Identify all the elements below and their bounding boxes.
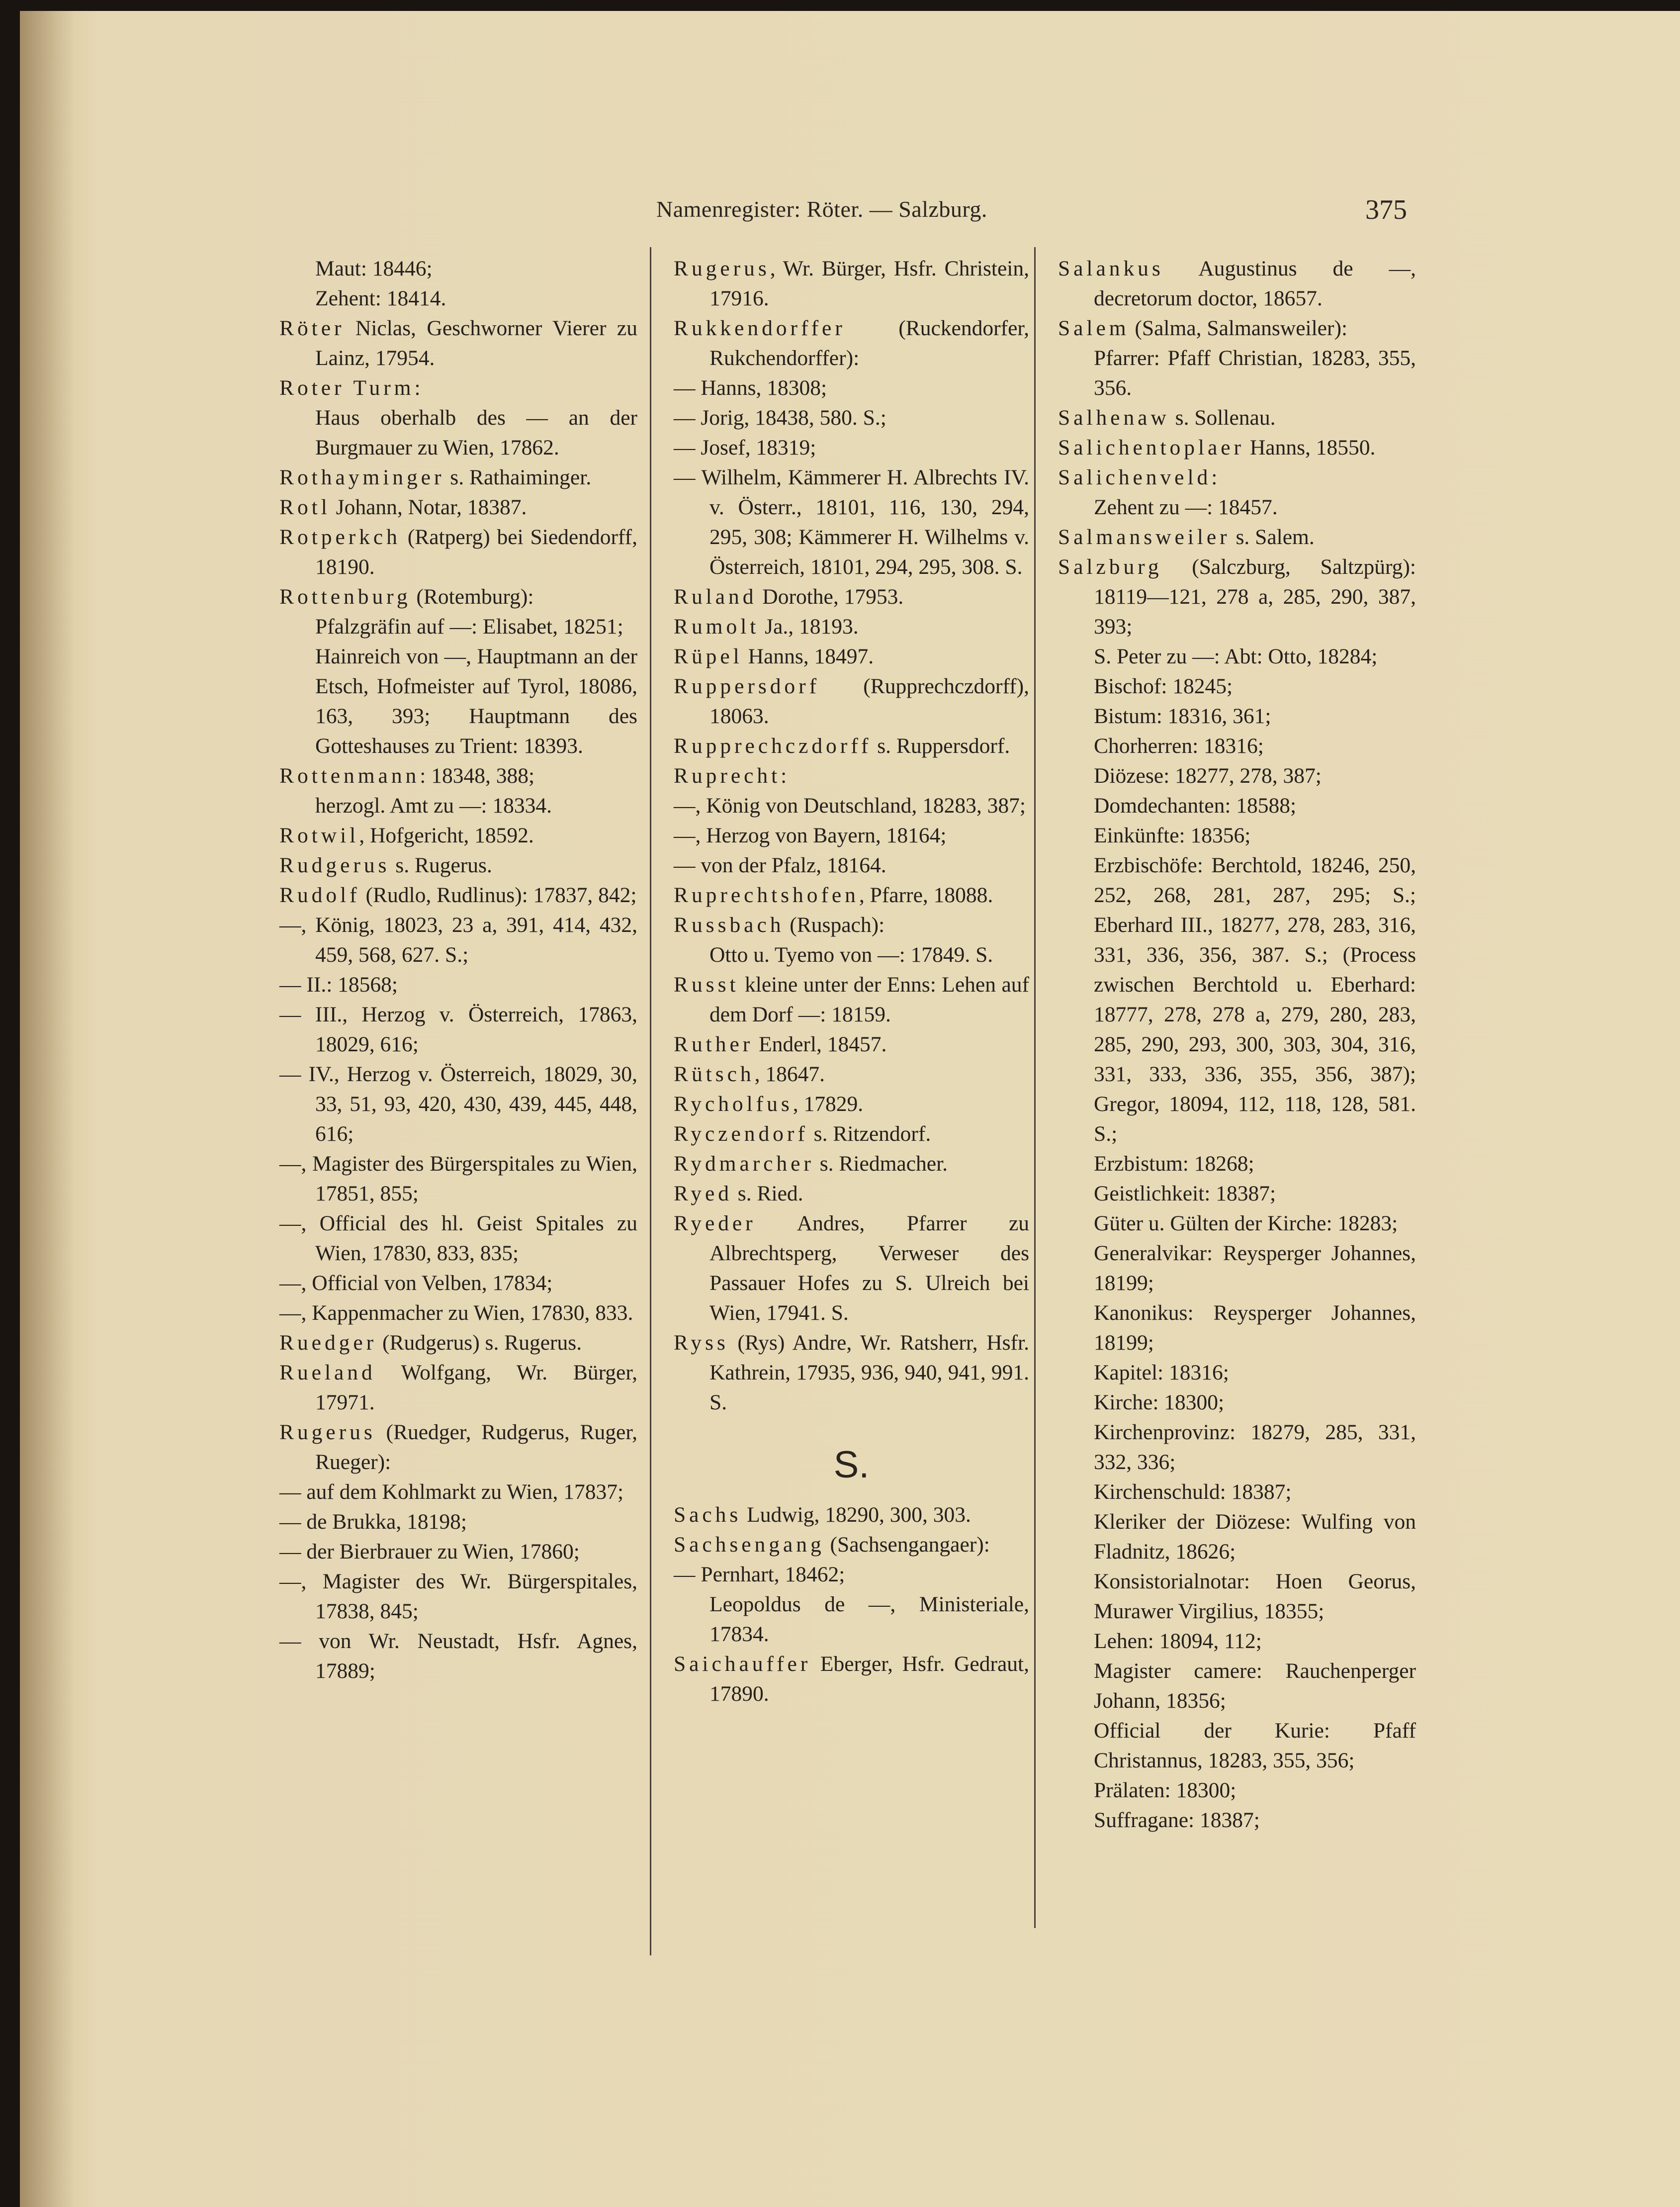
entry-text: — Wilhelm, Kämmerer H. Albrechts IV. v. Österr., 18101, 116, 130, 294, 295, 308; Kämmerer H. Wilhelms v. Österreich, 18101, 294, 295, 308. S. xyxy=(674,465,1029,579)
entry-text: Hanns, 18550. xyxy=(1244,436,1376,460)
index-entry xyxy=(279,761,637,791)
index-entry xyxy=(674,671,1029,731)
entry-headword: Röter xyxy=(279,316,345,340)
entry-text: Zehent: 18414. xyxy=(315,286,446,310)
index-subentry xyxy=(279,283,637,313)
entry-text: s. Riedmacher. xyxy=(814,1152,948,1176)
entry-text: herzogl. Amt zu —: 18334. xyxy=(315,794,552,818)
index-subentry xyxy=(279,1000,637,1059)
index-subentry xyxy=(279,254,637,283)
entry-headword: Ruprecht xyxy=(674,764,781,788)
index-entry xyxy=(674,1649,1029,1709)
entry-text: Eberger, Hsfr. Gedraut, 17890. xyxy=(709,1652,1029,1706)
entry-text: (Rupprechczdorff), 18063. xyxy=(709,674,1029,728)
entry-headword: Ryczendorf xyxy=(674,1122,808,1146)
entry-text: Leopoldus de —, Ministeriale, 17834. xyxy=(709,1592,1029,1646)
entry-text: (Rudlo, Rudlinus): 17837, 842; xyxy=(360,883,637,907)
index-entry xyxy=(1058,254,1416,313)
entry-text: — III., Herzog v. Österreich, 17863, 18029, 616; xyxy=(279,1003,637,1056)
entry-text: (Ruckendorfer, Rukchendorffer): xyxy=(709,316,1029,370)
entry-headword: Rugerus xyxy=(674,257,770,280)
index-subentry xyxy=(674,433,1029,462)
entry-text: —, Kappenmacher zu Wien, 17830, 833. xyxy=(279,1301,633,1325)
index-subentry xyxy=(279,1626,637,1686)
entry-text: — der Bierbrauer zu Wien, 17860; xyxy=(279,1540,580,1563)
entry-text: Domdechanten: 18588; xyxy=(1094,794,1297,818)
entry-text: (Rudgerus) s. Rugerus. xyxy=(377,1331,582,1355)
entry-text: Bischof: 18245; xyxy=(1094,674,1233,698)
entry-headword: Salichenveld xyxy=(1058,465,1212,489)
entry-text: — Jorig, 18438, 580. S.; xyxy=(674,406,886,430)
entry-headword: Rotperkch xyxy=(279,525,401,549)
index-subentry xyxy=(279,642,637,761)
index-entry xyxy=(1058,403,1416,433)
index-subentry xyxy=(1058,701,1416,731)
entry-headword: Salhenaw xyxy=(1058,406,1170,430)
entry-text: — Hanns, 18308; xyxy=(674,376,827,400)
index-subentry xyxy=(279,1208,637,1268)
entry-headword: Ryss xyxy=(674,1331,729,1355)
entry-text: s. Rugerus. xyxy=(390,853,492,877)
index-entry xyxy=(674,313,1029,373)
page-binding-shadow xyxy=(20,11,75,2207)
entry-text: s. Ried. xyxy=(732,1182,803,1205)
book-page xyxy=(20,11,1680,2207)
entry-text: s. Sollenau. xyxy=(1169,406,1276,430)
index-entry xyxy=(674,910,1029,940)
entry-headword: Ruther xyxy=(674,1032,754,1056)
index-column-right xyxy=(1058,254,1416,1835)
entry-headword: Rycholfus xyxy=(674,1092,793,1116)
entry-text: — von Wr. Neustadt, Hsfr. Agnes, 17889; xyxy=(279,1629,637,1683)
index-entry xyxy=(279,373,637,403)
index-subentry xyxy=(1058,791,1416,821)
entry-text: Kapitel: 18316; xyxy=(1094,1361,1229,1384)
entry-text: : 18348, 388; xyxy=(420,764,535,788)
entry-text: — de Brukka, 18198; xyxy=(279,1510,467,1534)
index-subentry xyxy=(279,1507,637,1537)
entry-headword: Rottenburg xyxy=(279,585,411,609)
index-entry xyxy=(674,1059,1029,1089)
entry-text: Otto u. Tyemo von —: 17849. S. xyxy=(709,943,993,967)
entry-text: S. Peter zu —: Abt: Otto, 18284; xyxy=(1094,644,1378,668)
page-header xyxy=(636,196,1407,231)
index-entry xyxy=(279,313,637,373)
entry-text: (Salczburg, Saltzpürg): 18119—121, 278 a, 285, 290, 387, 393; xyxy=(1094,555,1416,639)
entry-text: Pfarrer: Pfaff Christian, 18283, 355, 356. xyxy=(1094,346,1416,400)
entry-text: (Sachsengangaer): xyxy=(824,1533,990,1557)
entry-headword: Sachs xyxy=(674,1503,742,1527)
entry-text: Kirche: 18300; xyxy=(1094,1390,1225,1414)
entry-text: s. Rathaiminger. xyxy=(444,465,592,489)
entry-text: Official der Kurie: Pfaff Christannus, 18283, 355, 356; xyxy=(1094,1719,1416,1772)
index-subentry xyxy=(1058,821,1416,850)
entry-text: (Rotemburg): xyxy=(411,585,534,609)
entry-text: s. Salem. xyxy=(1230,525,1315,549)
entry-text: Kleriker der Diözese: Wulfing von Fladnitz, 18626; xyxy=(1094,1510,1416,1563)
index-subentry xyxy=(1058,1775,1416,1805)
entry-text: Pfalzgräfin auf —: Elisabet, 18251; xyxy=(315,615,623,639)
entry-text: —, Magister des Bürgerspitales zu Wien, 17851, 855; xyxy=(279,1152,637,1205)
page-number: 375 xyxy=(1365,194,1407,225)
index-subentry xyxy=(279,1149,637,1208)
entry-text: , Pfarre, 18088. xyxy=(859,883,993,907)
entry-text: , Hofgericht, 18592. xyxy=(359,824,534,847)
index-entry xyxy=(1058,552,1416,642)
index-subentry xyxy=(1058,1656,1416,1716)
entry-text: Kanonikus: Reysperger Johannes, 18199; xyxy=(1094,1301,1416,1355)
index-subentry xyxy=(279,1477,637,1507)
entry-text: (Ruedger, Rudgerus, Ruger, Rueger): xyxy=(315,1420,637,1474)
index-entry xyxy=(674,880,1029,910)
index-entry xyxy=(279,1328,637,1358)
entry-text: Maut: 18446; xyxy=(315,257,433,280)
entry-headword: Ruland xyxy=(674,585,757,609)
entry-text: Magister camere: Rauchenperger Johann, 18356; xyxy=(1094,1659,1416,1713)
index-subentry xyxy=(1058,343,1416,403)
entry-headword: Rütsch xyxy=(674,1062,755,1086)
entry-headword: Russbach xyxy=(674,913,785,937)
index-entry xyxy=(279,582,637,612)
entry-text: — von der Pfalz, 18164. xyxy=(674,853,886,877)
entry-text: —, Official des hl. Geist Spitales zu Wien, 17830, 833, 835; xyxy=(279,1211,637,1265)
index-entry xyxy=(1058,313,1416,343)
entry-text: Enderl, 18457. xyxy=(753,1032,887,1056)
entry-text: Kirchenschuld: 18387; xyxy=(1094,1480,1292,1504)
entry-text: —, Magister des Wr. Bürgerspitales, 17838, 845; xyxy=(279,1569,637,1623)
index-entry xyxy=(1058,433,1416,462)
entry-text: Kirchenprovinz: 18279, 285, 331, 332, 336; xyxy=(1094,1420,1416,1474)
index-subentry xyxy=(279,1298,637,1328)
index-entry xyxy=(674,970,1029,1029)
entry-headword: Russt xyxy=(674,973,739,997)
entry-text: Chorherren: 18316; xyxy=(1094,734,1264,758)
index-subentry xyxy=(674,403,1029,433)
entry-text: Prälaten: 18300; xyxy=(1094,1778,1237,1802)
index-subentry xyxy=(674,940,1029,970)
index-subentry xyxy=(1058,1566,1416,1626)
entry-headword: Saichauffer xyxy=(674,1652,811,1676)
index-subentry xyxy=(1058,1387,1416,1417)
entry-text: , 17829. xyxy=(793,1092,864,1116)
index-entry xyxy=(674,642,1029,671)
section-letter: S. xyxy=(833,1444,870,1486)
running-title: Namenregister: Röter. — Salzburg. xyxy=(656,196,987,222)
entry-headword: Rothayminger xyxy=(279,465,445,489)
entry-text: Erzbischöfe: Berchtold, 18246, 250, 252, 268, 281, 287, 295; S.; Eberhard III., 18277, 278, 283, 316, 331, 336, 356, 387. S.; (Process zwischen Berchtold u. Eberhard: 18777, 278, 278 a, 279, 280, 283, 285, 290, 293, 300, 303, 304, 316, 331, 333, 336, 355, 356, 387); Gregor, 18094, 112, 118, 128, 581. S.; xyxy=(1094,853,1416,1146)
index-entry xyxy=(279,522,637,582)
index-entry xyxy=(674,1328,1029,1417)
index-subentry xyxy=(1058,761,1416,791)
index-entry xyxy=(674,254,1029,313)
entry-text: Güter u. Gülten der Kirche: 18283; xyxy=(1094,1211,1398,1235)
index-entry xyxy=(674,1119,1029,1149)
entry-text: Geistlichkeit: 18387; xyxy=(1094,1182,1276,1205)
index-subentry xyxy=(1058,1238,1416,1298)
entry-text: , 18647. xyxy=(754,1062,825,1086)
index-subentry xyxy=(279,403,637,462)
index-subentry xyxy=(1058,1716,1416,1775)
entry-text: —, Official von Velben, 17834; xyxy=(279,1271,553,1295)
entry-text: (Ratperg) bei Siedendorff, 18190. xyxy=(315,525,637,579)
index-entry xyxy=(279,1417,637,1477)
index-subentry xyxy=(1058,1507,1416,1566)
entry-headword: Rottenmann xyxy=(279,764,420,788)
column-rule-2 xyxy=(1034,247,1036,1928)
index-entry xyxy=(279,880,637,910)
index-entry xyxy=(279,492,637,522)
entry-headword: Rüpel xyxy=(674,644,743,668)
index-subentry xyxy=(1058,1179,1416,1208)
index-subentry xyxy=(1058,1298,1416,1358)
entry-text: (Ruspach): xyxy=(784,913,885,937)
index-subentry xyxy=(674,791,1029,821)
index-subentry xyxy=(279,910,637,970)
entry-text: Zehent zu —: 18457. xyxy=(1094,495,1278,519)
entry-headword: Salmansweiler xyxy=(1058,525,1231,549)
entry-text: — IV., Herzog v. Österreich, 18029, 30, 33, 51, 93, 420, 430, 439, 445, 448, 616; xyxy=(279,1062,637,1146)
entry-headword: Rupprechczdorff xyxy=(674,734,872,758)
index-subentry xyxy=(674,462,1029,582)
entry-headword: Salichentoplaer xyxy=(1058,436,1244,460)
entry-headword: Salzburg xyxy=(1058,555,1162,579)
entry-headword: Sachsengang xyxy=(674,1533,825,1557)
entry-text: Ludwig, 18290, 300, 303. xyxy=(741,1503,971,1527)
entry-headword: Rotl xyxy=(279,495,331,519)
index-entry xyxy=(674,731,1029,761)
entry-headword: Rueland xyxy=(279,1361,376,1384)
entry-headword: Ruedger xyxy=(279,1331,377,1355)
index-subentry xyxy=(1058,1626,1416,1656)
index-subentry xyxy=(279,970,637,1000)
entry-headword: Ryeder xyxy=(674,1211,756,1235)
index-subentry xyxy=(1058,731,1416,761)
index-subentry xyxy=(1058,1477,1416,1507)
index-subentry xyxy=(674,850,1029,880)
index-entry xyxy=(279,1358,637,1417)
entry-text: —, König, 18023, 23 a, 391, 414, 432, 459, 568, 627. S.; xyxy=(279,913,637,967)
entry-text: Niclas, Geschworner Vierer zu Lainz, 17954. xyxy=(315,316,637,370)
index-subentry xyxy=(279,1537,637,1566)
entry-text: : xyxy=(781,764,787,788)
index-entry xyxy=(674,1500,1029,1530)
index-subentry xyxy=(279,612,637,642)
entry-headword: Salankus xyxy=(1058,257,1164,280)
entry-text: — auf dem Kohlmarkt zu Wien, 17837; xyxy=(279,1480,624,1504)
entry-text: s. Ritzendorf. xyxy=(808,1122,931,1146)
entry-text: Erzbistum: 18268; xyxy=(1094,1152,1254,1176)
entry-text: Generalvikar: Reysperger Johannes, 18199; xyxy=(1094,1241,1416,1295)
entry-headword: Ruppersdorf xyxy=(674,674,820,698)
index-entry xyxy=(279,850,637,880)
entry-text: Einkünfte: 18356; xyxy=(1094,824,1251,847)
index-subentry xyxy=(674,821,1029,850)
index-subentry xyxy=(279,791,637,821)
entry-headword: Rukkendorffer xyxy=(674,316,846,340)
index-subentry xyxy=(1058,850,1416,1149)
column-rule-1 xyxy=(650,247,651,1955)
entry-text: —, König von Deutschland, 18283, 387; xyxy=(674,794,1026,818)
index-subentry xyxy=(1058,1417,1416,1477)
entry-text: Diözese: 18277, 278, 387; xyxy=(1094,764,1322,788)
index-subentry xyxy=(1058,671,1416,701)
index-column-left xyxy=(279,254,637,1686)
entry-text: Suffragane: 18387; xyxy=(1094,1808,1260,1832)
entry-text: — Pernhart, 18462; xyxy=(674,1563,845,1586)
entry-headword: Rumolt xyxy=(674,615,760,639)
entry-headword: Salem xyxy=(1058,316,1130,340)
index-entry xyxy=(674,1149,1029,1179)
index-entry xyxy=(674,1208,1029,1328)
index-column-middle xyxy=(674,254,1029,1709)
index-entry xyxy=(674,1530,1029,1560)
index-subentry xyxy=(674,1589,1029,1649)
index-entry xyxy=(674,582,1029,612)
entry-text: (Salma, Salmansweiler): xyxy=(1129,316,1348,340)
entry-headword: Rugerus xyxy=(279,1420,376,1444)
entry-text: — Josef, 18319; xyxy=(674,436,816,460)
entry-text: (Rys) Andre, Wr. Ratsherr, Hsfr. Kathrein, 17935, 936, 940, 941, 991. S. xyxy=(709,1331,1029,1414)
index-subentry xyxy=(674,373,1029,403)
entry-text: Wolfgang, Wr. Bürger, 17971. xyxy=(315,1361,637,1414)
entry-text: — II.: 18568; xyxy=(279,973,398,997)
entry-text: Augustinus de —, decretorum doctor, 18657. xyxy=(1094,257,1416,310)
index-entry xyxy=(674,761,1029,791)
entry-text: Johann, Notar, 18387. xyxy=(330,495,527,519)
index-entry xyxy=(674,1029,1029,1059)
index-subentry xyxy=(1058,1358,1416,1387)
index-subentry xyxy=(1058,492,1416,522)
index-entry xyxy=(279,821,637,850)
index-subentry xyxy=(279,1268,637,1298)
entry-text: : xyxy=(414,376,421,400)
entry-text: Lehen: 18094, 112; xyxy=(1094,1629,1262,1653)
entry-text: , Wr. Bürger, Hsfr. Christein, 17916. xyxy=(709,257,1029,310)
entry-headword: Rudgerus xyxy=(279,853,390,877)
entry-text: : xyxy=(1211,465,1218,489)
index-subentry xyxy=(1058,1208,1416,1238)
entry-headword: Ruprechtshofen xyxy=(674,883,859,907)
entry-headword: Ryed xyxy=(674,1182,732,1205)
entry-text: Hanns, 18497. xyxy=(742,644,874,668)
entry-text: Bistum: 18316, 361; xyxy=(1094,704,1271,728)
entry-text: —, Herzog von Bayern, 18164; xyxy=(674,824,947,847)
entry-headword: Rydmarcher xyxy=(674,1152,814,1176)
index-entry xyxy=(279,462,637,492)
entry-headword: Roter Turm xyxy=(279,376,415,400)
entry-headword: Rotwil xyxy=(279,824,359,847)
index-subentry xyxy=(279,1059,637,1149)
entry-text: kleine unter der Enns: Lehen auf dem Dorf —: 18159. xyxy=(709,973,1029,1026)
index-entry xyxy=(1058,462,1416,492)
index-entry xyxy=(674,1089,1029,1119)
index-entry xyxy=(674,612,1029,642)
entry-text: Dorothe, 17953. xyxy=(757,585,904,609)
index-subentry xyxy=(279,1566,637,1626)
entry-text: Haus oberhalb des — an der Burgmauer zu Wien, 17862. xyxy=(315,406,637,460)
index-subentry xyxy=(1058,1149,1416,1179)
index-subentry xyxy=(1058,642,1416,671)
index-subentry xyxy=(1058,1805,1416,1835)
entry-text: s. Ruppersdorf. xyxy=(872,734,1010,758)
entry-text: Ja., 18193. xyxy=(759,615,859,639)
index-subentry xyxy=(674,1560,1029,1589)
entry-text: Andres, Pfarrer zu Albrechtsperg, Verweser des Passauer Hofes zu S. Ulreich bei Wien, 17941. S. xyxy=(709,1211,1029,1325)
index-entry xyxy=(1058,522,1416,552)
entry-text: Hainreich von —, Hauptmann an der Etsch, Hofmeister auf Tyrol, 18086, 163, 393; Hauptmann des Gotteshauses zu Trient: 18393. xyxy=(315,644,637,758)
entry-text: Konsistorialnotar: Hoen Georus, Murawer Virgilius, 18355; xyxy=(1094,1569,1416,1623)
index-entry xyxy=(674,1179,1029,1208)
entry-headword: Rudolf xyxy=(279,883,360,907)
